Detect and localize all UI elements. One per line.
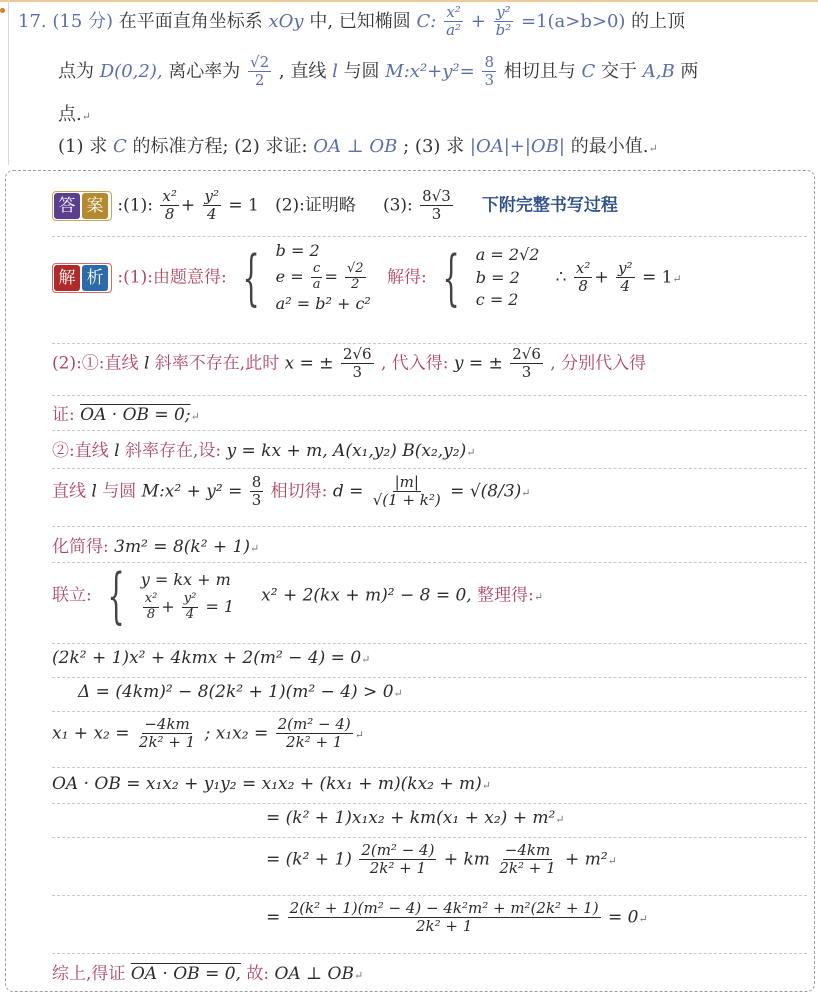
question-number: 17. bbox=[18, 10, 47, 32]
result-eq: = 1 bbox=[641, 267, 673, 288]
q-math: A,B bbox=[642, 60, 675, 82]
fraction: $\frac{\text{y²}}{\text{b²}}$ bbox=[495, 3, 512, 40]
q-text: 交于 bbox=[600, 60, 637, 82]
answer-badge: 答 案 bbox=[52, 191, 112, 221]
quadratic: (2k² + 1)x² + 4kmx + 2(m² − 4) = 0↵ bbox=[52, 648, 371, 668]
answer-part3-label: (3): bbox=[382, 195, 413, 216]
divider bbox=[52, 236, 807, 237]
divider bbox=[52, 803, 807, 804]
q-math: M:x²+y²= bbox=[385, 60, 475, 82]
answer-part1-eq: = 1 bbox=[228, 195, 259, 216]
q-text: 的标准方程; (2) 求证: bbox=[132, 136, 308, 157]
divider bbox=[52, 895, 807, 896]
fraction: $\frac{\text{x²}}{8}$ bbox=[162, 187, 177, 224]
fraction: $\frac{\text{2(m² − 4)}}{\text{2k² + 1}}$ bbox=[361, 841, 435, 878]
question-line-2 bbox=[58, 54, 698, 90]
expansion-2: = (k² + 1) $\frac{\text{2(m² − 4)}}{\text{2k² + 1}}$ + km $\frac{-4km}{\text{2k² + 1}}$ + m²↵ bbox=[266, 841, 617, 878]
q-text: ; (3) 求 bbox=[403, 136, 465, 157]
answer-summary: 答 案 :(1): $\frac{\text{x²}}{8}$ + $\frac{\text{y²}}{4}$ = 1 (2):证明略 (3): $\frac{8√3}{3}$ 下附完整书写过程 bbox=[52, 188, 618, 224]
q-text: 点. bbox=[58, 104, 82, 125]
therefore-symbol: ∴ bbox=[555, 267, 567, 288]
q-text: 相切且与 bbox=[503, 60, 576, 82]
combined-system: 联立: { y = kx + m $\frac{\text{x²}}{8}$ + $\frac{\text{y²}}{4}$ = 1 x² + 2(kx + m)² − 8 = 0, 整理得:↵ bbox=[52, 561, 544, 631]
q-text: 点为 bbox=[58, 60, 94, 82]
q-text: 在平面直角坐标系 bbox=[118, 10, 263, 32]
solve-label: 解得: bbox=[387, 267, 427, 288]
divider bbox=[52, 837, 807, 838]
equation-system: b = 2 e = $\frac{c}{a}$ = $\frac{√2}{2}$ a² = b² + c² bbox=[275, 241, 371, 314]
conclusion: 综上,得证 OA · OB = 0, 故: OA ⊥ OB↵ bbox=[52, 964, 364, 984]
fraction: $\frac{2√6}{3}$ bbox=[512, 345, 541, 382]
divider bbox=[52, 430, 807, 431]
solution-part2-case1-result: 证: OA · OB = 0;↵ bbox=[52, 405, 200, 425]
analysis-badge: 解 析 bbox=[52, 263, 112, 293]
bullet-dot bbox=[0, 8, 5, 13]
divider bbox=[52, 643, 807, 644]
q-text: 的最小值. bbox=[570, 136, 649, 157]
divider bbox=[52, 468, 807, 469]
divider bbox=[52, 711, 807, 712]
divider bbox=[52, 562, 807, 563]
answer-part2: (2):证明略 bbox=[275, 195, 356, 216]
fraction: $\frac{\text{x²}}{\text{a²}}$ bbox=[446, 3, 462, 40]
q-math: =1(a>b>0) bbox=[520, 10, 626, 32]
expansion-3: = $\frac{\text{2(k² + 1)(m² − 4) − 4k²m² + m²(2k² + 1)}}{\text{2k² + 1}}$ = 0↵ bbox=[266, 899, 648, 936]
fraction: $\frac{\text{2(k² + 1)(m² − 4) − 4k²m² + m²(2k² + 1)}}{\text{2k² + 1}}$ bbox=[289, 899, 599, 936]
fraction: $\frac{|m|}{\text{√(1 + k²)}}$ bbox=[372, 473, 441, 510]
q-math: C: bbox=[416, 10, 437, 32]
fraction: $\frac{8}{3}$ bbox=[251, 473, 262, 510]
tangent-condition: 直线 l 与圆 M:x² + y² = $\frac{8}{3}$ 相切得: d = $\frac{|m|}{\text{√(1 + k²)}}$ = √(8/3)↵ bbox=[52, 473, 531, 510]
discriminant: Δ = (4km)² − 8(2k² + 1)(m² − 4) > 0↵ bbox=[78, 682, 403, 702]
q-text: 两 bbox=[680, 60, 699, 82]
question-line-3: 点.↵ bbox=[58, 104, 91, 125]
q-math: xOy bbox=[268, 10, 304, 32]
q-math: l bbox=[332, 60, 338, 82]
expansion-1: = (k² + 1)x₁x₂ + km(x₁ + x₂) + m²↵ bbox=[266, 808, 565, 828]
solution-part2-case2: ②:直线 l 斜率存在,设: y = kx + m, A(x₁,y₂) B(x₂,y₂)↵ bbox=[52, 441, 476, 461]
fraction: $\frac{\text{y²}}{4}$ bbox=[618, 259, 633, 296]
solution-system: a = 2√2 b = 2 c = 2 bbox=[475, 245, 540, 310]
divider bbox=[52, 953, 807, 954]
q-text: 与圆 bbox=[343, 60, 380, 82]
divider bbox=[52, 526, 807, 527]
q-math: OA ⊥ OB bbox=[313, 136, 398, 157]
fraction: $\frac{2√6}{3}$ bbox=[342, 345, 372, 382]
answer-part1-label: :(1): bbox=[117, 195, 153, 216]
q-text: 的上顶 bbox=[631, 10, 686, 32]
fraction: $\frac{-4km}{\text{2k² + 1}}$ bbox=[499, 841, 556, 878]
vieta: x₁ + x₂ = $\frac{-4km}{\text{2k² + 1}}$ ; x₁x₂ = $\frac{\text{2(m² − 4)}}{\text{2k² + 1}}$ ↵ bbox=[52, 715, 364, 752]
fraction: $\frac{8}{3}$ bbox=[484, 53, 494, 90]
q-text: , 直线 bbox=[278, 60, 327, 82]
divider bbox=[52, 767, 807, 768]
answer-note: 下附完整书写过程 bbox=[481, 195, 618, 216]
q-math: |OA|+|OB| bbox=[469, 136, 565, 157]
solution-label: :(1):由题意得: bbox=[117, 267, 227, 288]
fraction: $\frac{\text{2(m² − 4)}}{\text{2k² + 1}}$ bbox=[277, 715, 351, 752]
fraction: $\frac{8√3}{3}$ bbox=[422, 187, 451, 224]
divider bbox=[52, 677, 807, 678]
fraction: $\frac{\text{x²}}{8}$ bbox=[575, 259, 591, 296]
question-points: (15 分) bbox=[52, 10, 114, 32]
q-math: C bbox=[112, 136, 127, 157]
q-math: D(0,2), bbox=[99, 60, 163, 82]
fraction: $\frac{\text{y²}}{4}$ bbox=[204, 187, 219, 224]
divider bbox=[52, 343, 807, 344]
fraction: $\frac{√2}{2}$ bbox=[250, 53, 270, 90]
top-border bbox=[0, 0, 818, 2]
left-rule bbox=[8, 0, 9, 165]
q-math: C bbox=[581, 60, 596, 82]
fraction: $\frac{-4km}{\text{2k² + 1}}$ bbox=[138, 715, 196, 752]
question-line-4: (1) 求 C 的标准方程; (2) 求证: OA ⊥ OB ; (3) 求 |OA|+|OB| 的最小值.↵ bbox=[58, 136, 658, 157]
solution-part2-case1: (2):①:直线 l 斜率不存在,此时 x = ± $\frac{2√6}{3}$ , 代入得: y = ± $\frac{2√6}{3}$ , 分别代入得 bbox=[52, 345, 647, 382]
solution-part1: 解 析 :(1):由题意得: { b = 2 e = $\frac{c}{a}$ = $\frac{√2}{2}$ a² = b² + c² 解得: { a = 2√2 b = 2 c = 2 ∴ $\frac{\text{x²}}{8}$ + $\frac{\text{y²}}{4}$ = 1↵ bbox=[52, 240, 682, 316]
divider bbox=[52, 395, 807, 396]
q-text: 中, 已知椭圆 bbox=[309, 10, 411, 32]
q-text: 离心率为 bbox=[168, 60, 241, 82]
simplified: 化简得: 3m² = 8(k² + 1)↵ bbox=[52, 537, 260, 557]
question-line-1: 17. (15 分) 在平面直角坐标系 xOy 中, 已知椭圆 C: $\frac{\text{x²}}{\text{a²}}$ + $\frac{\text{y²}}{\text{b²}}$ =1(a>b>0) 的上顶 bbox=[18, 3, 686, 40]
dot-product: OA · OB = x₁x₂ + y₁y₂ = x₁x₂ + (kx₁ + m)(kx₂ + m)↵ bbox=[52, 774, 492, 794]
q-text: (1) 求 bbox=[58, 136, 108, 157]
